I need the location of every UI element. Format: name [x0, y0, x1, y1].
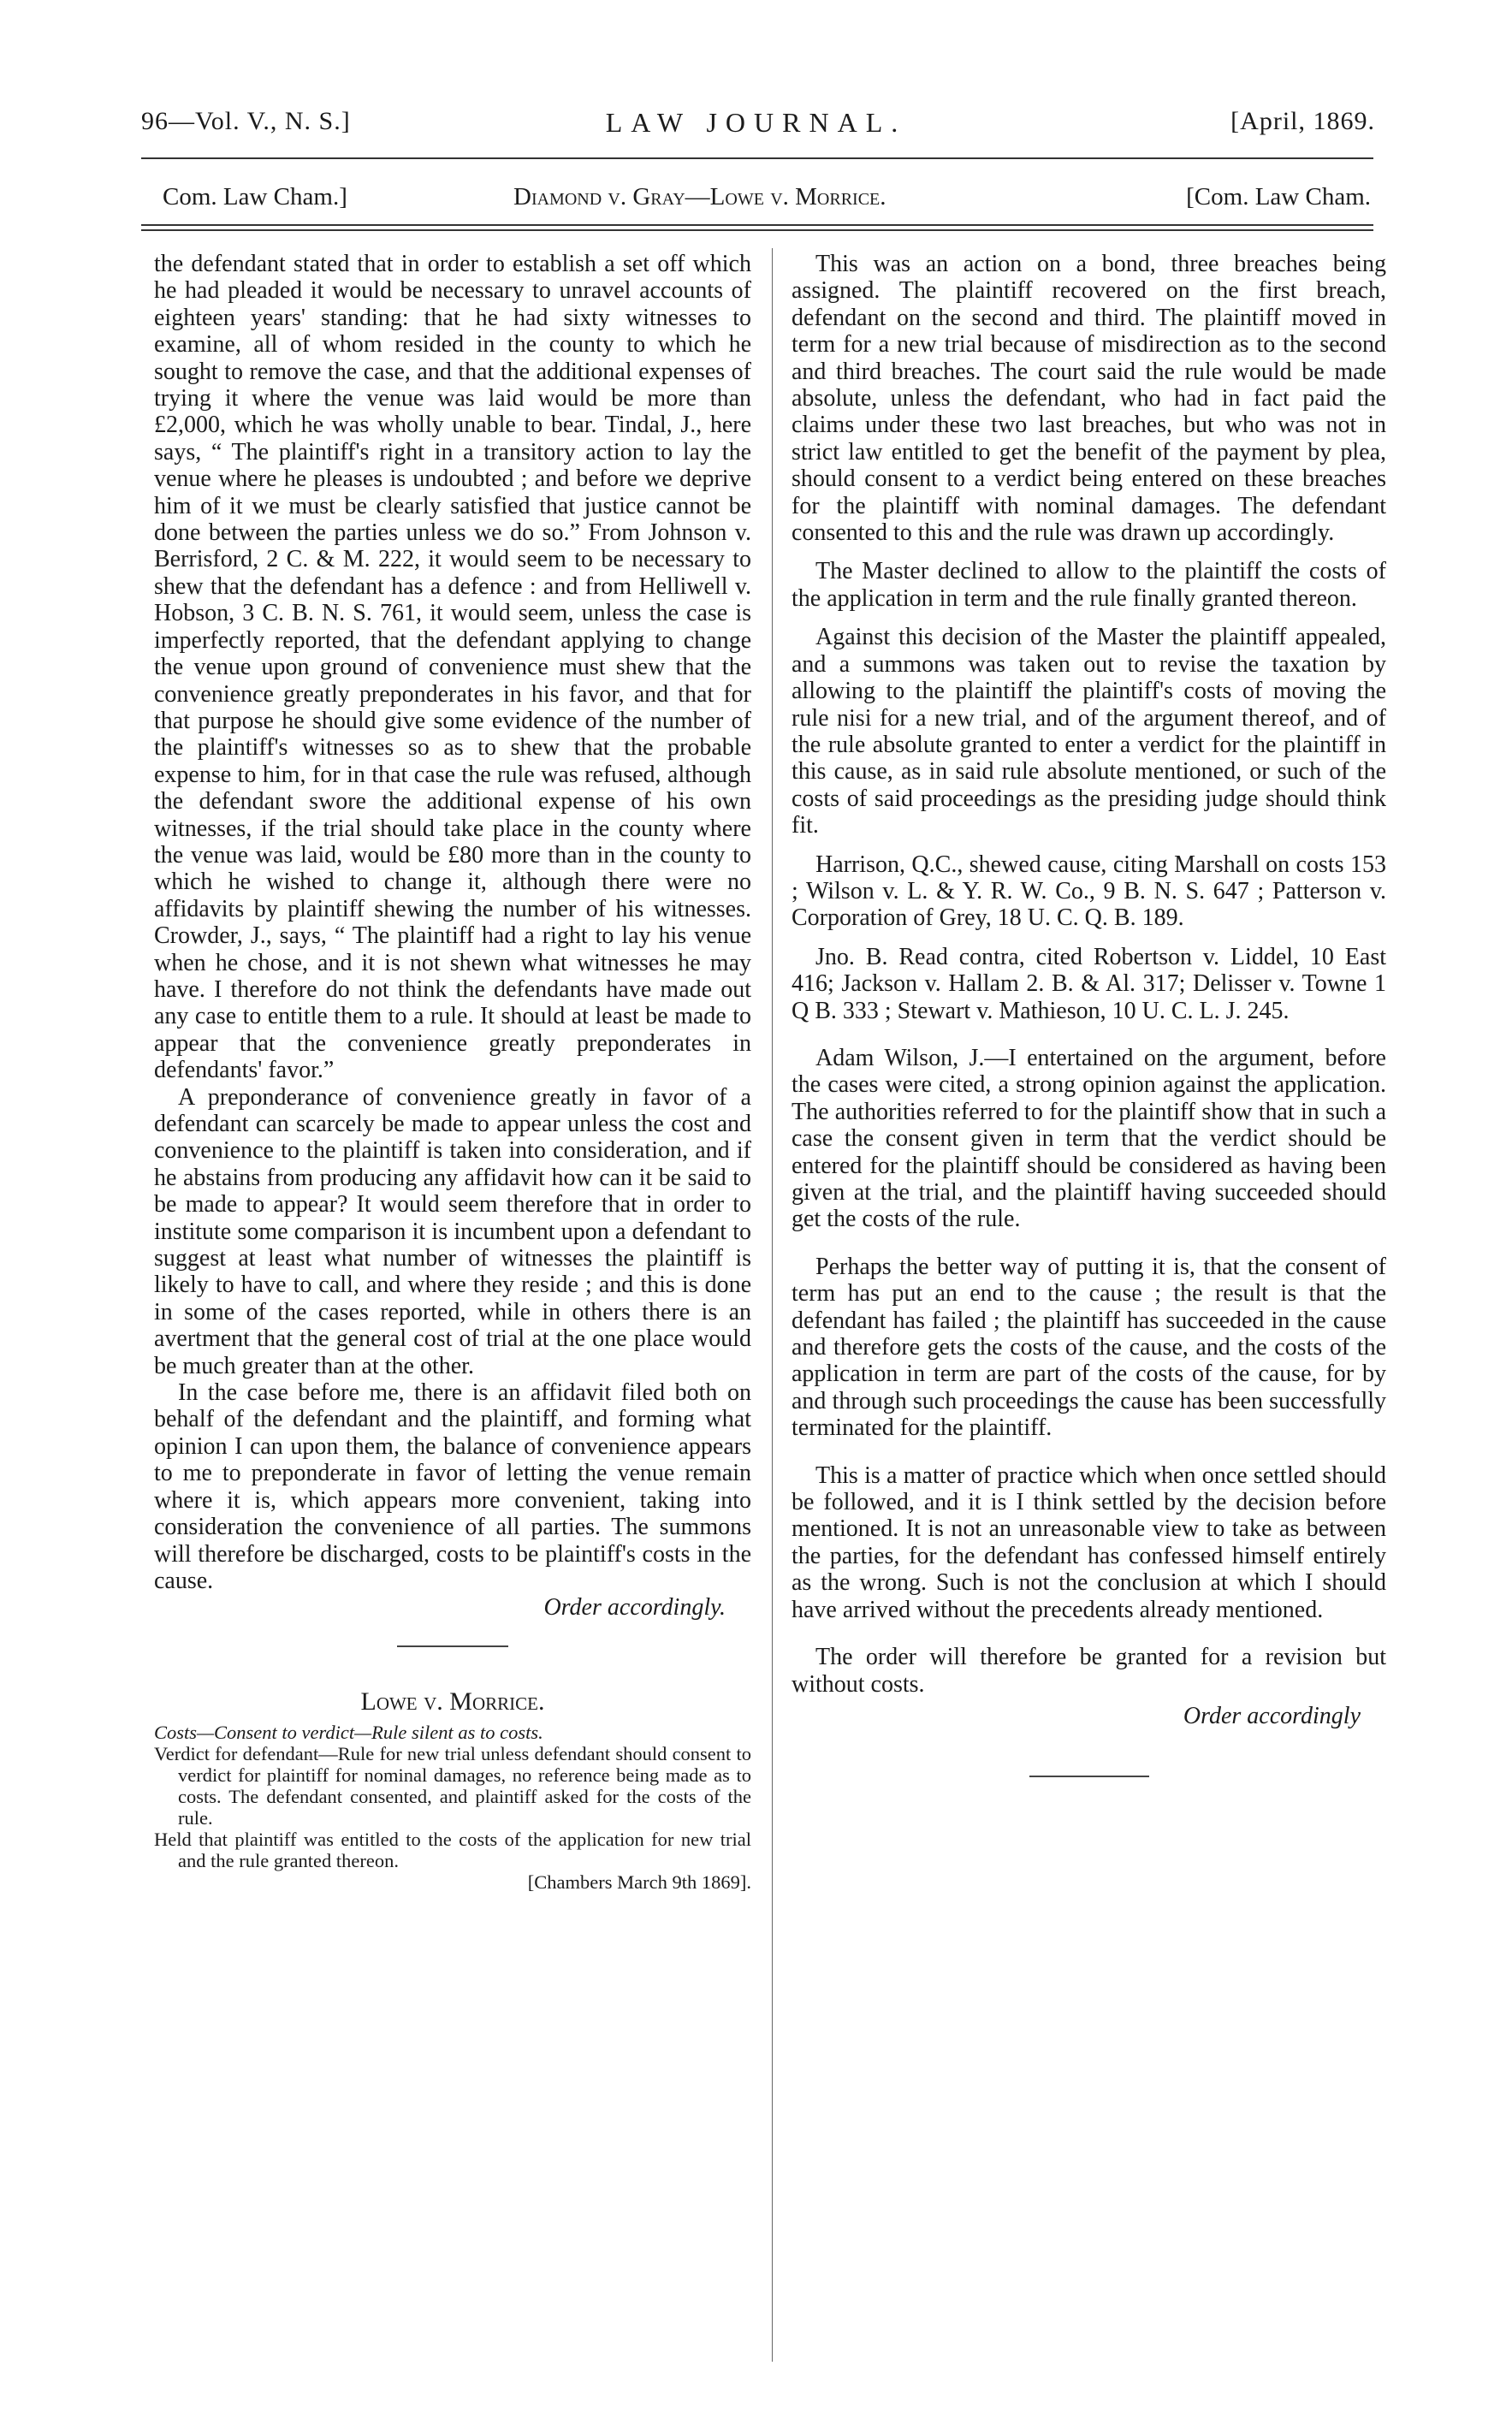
- running-header-journal-title: LAW JOURNAL.: [605, 107, 907, 138]
- right-order-line: Order accordingly: [1183, 1702, 1361, 1729]
- left-column: [154, 251, 751, 1893]
- right-paragraph-2: The Master declined to allow to the plaintiff the costs of the application in term and the rule finally granted thereon.: [792, 558, 1386, 612]
- right-paragraph-5: Jno. B. Read contra, cited Robertson v. Liddel, 10 East 416; Jackson v. Hallam 2. B. & Al. 317; Delisser v. Towne 1 Q B. 333 ; Stewart v. Mathieson, 10 U. C. L. J. 245.: [792, 943, 1386, 1024]
- case-title-lowe-v-morrice: Lowe v. Morrice.: [360, 1687, 545, 1716]
- case-catchline: Costs—Consent to verdict—Rule silent as to costs.: [154, 1722, 543, 1744]
- end-rule: [1029, 1776, 1149, 1777]
- right-paragraph-3: Against this decision of the Master the plaintiff appealed, and a summons was taken out to revise the taxation by allowing to the plaintiff the plaintiff's costs of moving the rule nisi for a new trial, and of the argument thereof, and of the rule absolute granted to enter a verdict for the plaintiff in this cause, as in said rule absolute mentioned, or such of the costs of said proceedings as the presiding judge should think fit.: [792, 624, 1386, 839]
- sub-header-court-left: Com. Law Cham.]: [163, 183, 347, 210]
- case-dateline: [Chambers March 9th 1869].: [527, 1871, 751, 1894]
- right-paragraph-1: This was an action on a bond, three breaches being assigned. The plaintiff recovered on the first breach, defendant on the second and third. The plaintiff moved in term for a new trial because of misdirection as to the second and third breaches. The court said the rule would be made absolute, unless the defendant, who had in fact paid the claims under these two last breaches, but who was not in strict law entitled to get the benefit of the payment by plea, should consent to a verdict being entered on these breaches for the plaintiff with nominal damages. The defendant consented to this and the rule was drawn up accordingly.: [792, 251, 1386, 547]
- left-paragraph-3: In the case before me, there is an affidavit filed both on behalf of the defendant and the plaintiff, and forming what opinion I can upon them, the balance of convenience appears to me to preponderate in favor of letting the venue remain where it is, which appears more convenient, taking into consideration the convenience of all parties. The summons will therefore be discharged, costs to be plaintiff's costs in the cause.: [154, 1379, 751, 1594]
- right-paragraph-8: This is a matter of practice which when once settled should be followed, and it is I think settled by the decision before mentioned. It is not an unreasonable view to take as between the parties, for the defendant has confessed himself entirely as the wrong. Such is not the conclusion at which I should have arrived without the precedents already mentioned.: [792, 1462, 1386, 1623]
- headnote-2: Held that plaintiff was entitled to the costs of the application for new trial and the rule granted thereon.: [154, 1829, 751, 1872]
- right-paragraph-4: Harrison, Q.C., shewed cause, citing Marshall on costs 153 ; Wilson v. L. & Y. R. W. Co., 9 B. N. S. 647 ; Patterson v. Corporation of Grey, 18 U. C. Q. B. 189.: [792, 851, 1386, 932]
- header-rule: [141, 157, 1373, 159]
- case-separator-rule: [397, 1645, 508, 1647]
- sub-header-rule-bottom: [141, 229, 1373, 231]
- running-header-date: [April, 1869.: [1230, 107, 1375, 135]
- running-header-volume: 96—Vol. V., N. S.]: [141, 107, 351, 135]
- left-paragraph-2: A preponderance of convenience greatly in favor of a defendant can scarcely be made to appear unless the cost and convenience to the plaintiff is taken into consideration, and if he abstains from producing any affidavit how can it be said to be made to appear? It would seem therefore that in order to institute some comparison it is incumbent upon a defendant to suggest at least what number of witnesses the plaintiff is likely to have to call, and where they reside ; and this is done in some of the cases reported, while in others there is an avertment that the general cost of trial at the one place would be much greater than at the other.: [154, 1083, 751, 1379]
- sub-header-case-names: Diamond v. Gray—Lowe v. Morrice.: [513, 183, 886, 210]
- sub-header-rule-top: [141, 224, 1373, 226]
- left-order-line: Order accordingly.: [543, 1594, 726, 1622]
- right-paragraph-7: Perhaps the better way of putting it is, that the consent of term has put an end to the cause ; the result is that the defendant has failed ; the plaintiff has succeeded in the cause and therefore gets the costs of the cause, and the costs of the application in term are part of the costs of the cause, for by and through such proceedings the cause has been successfully terminated for the plaintiff.: [792, 1253, 1386, 1442]
- right-column: [792, 251, 1386, 1777]
- column-divider: [772, 248, 773, 2362]
- sub-header-court-right: [Com. Law Cham.: [1186, 183, 1371, 210]
- right-paragraph-9: The order will therefore be granted for a revision but without costs.: [792, 1644, 1386, 1698]
- headnote-1: Verdict for defendant—Rule for new trial unless defendant should consent to verdict for plaintiff for nominal damages, no reference being made as to costs. The defendant consented, and plaintiff asked for the costs of the rule.: [154, 1743, 751, 1829]
- left-paragraph-1: the defendant stated that in order to establish a set off which he had pleaded it would be necessary to unravel accounts of eighteen years' standing: that he had sixty witnesses to examine, all of whom resided in the county to which he sought to remove the case, and that the additional expenses of trying it where the venue was laid would be more than £2,000, which he was wholly unable to bear. Tindal, J., here says, “ The plaintiff's right in a transitory action to lay the venue where he pleases is undoubted ; and before we deprive him of it we must be clearly satisfied that justice cannot be done between the parties unless we do so.” From Johnson v. Berrisford, 2 C. & M. 222, it would seem to be necessary to shew that the defendant has a defence : and from Helliwell v. Hobson, 3 C. B. N. S. 761, it would seem, unless the case is imperfectly reported, that the defendant applying to change the venue upon ground of convenience must shew that the convenience greatly preponderates in his favor, and that for that purpose he should give some evidence of the number of the plaintiff's witnesses so as to shew that the probable expense to him, for in that case the rule was refused, although the defendant swore the additional expense of his own witnesses, if the trial should take place in the county where the venue was laid, would be £80 more than in the county to which he wished to change it, although there were no affidavits by plaintiff shewing the number of his witnesses. Crowder, J., says, “ The plaintiff had a right to lay his venue when he chose, and it is not shewn what witnesses he may have. I therefore do not think the defendants have made out any case to entitle them to a rule. It should at least be made to appear that the convenience greatly preponderates in defendants' favor.”: [154, 251, 751, 1084]
- right-paragraph-6: Adam Wilson, J.—I entertained on the argument, before the cases were cited, a strong opinion against the application. The authorities referred to for the plaintiff show that in such a case the consent given in term that the verdict should be entered for the plaintiff should be considered as having been given at the trial, and the plaintiff having succeeded should get the costs of the rule.: [792, 1044, 1386, 1233]
